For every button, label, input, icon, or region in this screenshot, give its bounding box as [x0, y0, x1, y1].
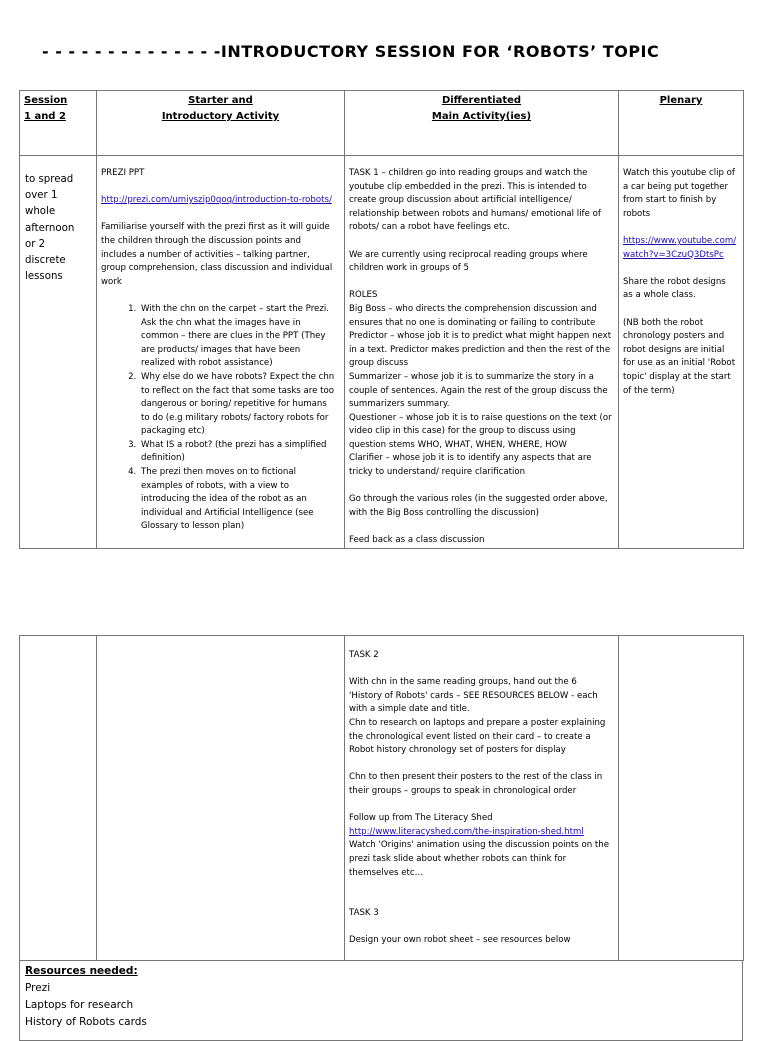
- role-clarifier: Clarifier – whose job it is to identify any aspects that are tricky to understand/ require clarification: [349, 453, 592, 478]
- resource-item-prezi: Prezi: [25, 982, 51, 994]
- role-summarizer: Summarizer – whose job it is to summarize the story in a couple of sentences. Again the rest of the group discuss the summarizers summary.: [349, 371, 608, 410]
- empty-starter-cell: [97, 636, 345, 961]
- task3-heading: TASK 3: [349, 908, 379, 919]
- starter-step-1: 1. With the chn on the carpet – start the Prezi. Ask the chn what the images have in common – there are clues in the PPT (They are products/ images that have been realized with robot assistance): [139, 303, 336, 371]
- task3-text: Design your own robot sheet – see resources below: [349, 935, 571, 946]
- resources-cell: [20, 961, 743, 1041]
- starter-heading: PREZI PPT: [101, 168, 145, 178]
- header-row: [20, 91, 744, 156]
- plenary-text-1: Watch this youtube clip of a car being put together from start to finish by robots: [623, 168, 735, 219]
- starter-intro: Familiarise yourself with the prezi first as it will guide the children through the discussion points and includes a number of activities – talking partner, group comprehension, class discussion and individual work: [101, 222, 333, 287]
- lesson-plan-table-continued: [19, 635, 744, 961]
- empty-session-cell: [20, 636, 97, 961]
- task1-text: TASK 1 – children go into reading groups and watch the youtube clip embedded in the prezi. This is intended to create group discussion about artificial intelligence/ relationship between robots and humans/ emotional life of robots/ can a robot have feelings etc.: [349, 168, 601, 233]
- session-header-line1: Session: [24, 95, 68, 106]
- starter-step-2: 2. Why else do we have robots? Expect the chn to reflect on the fact that some tasks are too dangerous or boring/ repetitive for humans to do (e.g military robots/ factory robots for packaging etc): [139, 371, 336, 439]
- starter-step-3: 3. What IS a robot? (the prezi has a simplified definition): [139, 439, 336, 466]
- feedback-text: Feed back as a class discussion: [349, 535, 485, 546]
- starter-header-line1: Starter and: [188, 95, 253, 106]
- task2-heading: TASK 2: [349, 650, 379, 660]
- resources-table: [19, 960, 743, 1041]
- session-text-6: discrete: [25, 255, 66, 267]
- session-text-3: whole: [25, 206, 56, 218]
- starter-cell: [97, 156, 345, 549]
- task2-paragraph-2: Chn to research on laptops and prepare a poster explaining the chronological event listed on their card – to create a Robot history chronology set of posters for display: [349, 717, 606, 756]
- lesson-plan-table: [19, 90, 744, 549]
- resources-heading: Resources needed:: [25, 965, 138, 977]
- task2-paragraph-1: With chn in the same reading groups, hand out the 6 'History of Robots' cards – SEE RESOURCES BELOW - each with a simple date and title.: [349, 677, 598, 715]
- session-header-line2: 1 and 2: [24, 111, 66, 122]
- task2-paragraph-3: Chn to then present their posters to the rest of the class in their groups – groups to speak in chronological order: [349, 772, 603, 796]
- session-text-2: over 1: [25, 190, 58, 202]
- session-cell: [20, 156, 97, 549]
- starter-header: [97, 91, 345, 156]
- plenary-header: [619, 91, 744, 156]
- session-text-5: or 2: [25, 238, 46, 250]
- plenary-text-3: (NB both the robot chronology posters and robot designs are initial for use as an initial 'Robot topic' display at the start of the term): [623, 317, 736, 396]
- role-questioner: Questioner – whose job it is to raise questions on the text (or video clip in this case) for the group to discuss using question stems WHO, WHAT, WHEN, WHERE, HOW: [349, 412, 612, 450]
- task-row: [20, 636, 744, 961]
- session-text-1: to spread: [25, 174, 74, 185]
- resource-item-cards: History of Robots cards: [25, 1016, 147, 1028]
- session-text-4: afternoon: [25, 222, 75, 234]
- watch-origins-text: Watch 'Origins' animation using the discussion points on the prezi task slide about whether robots can think for themselves etc…: [349, 840, 610, 878]
- roles-heading: ROLES: [349, 290, 378, 301]
- main-activity-cell: [345, 156, 619, 549]
- role-big-boss: Big Boss – who directs the comprehension discussion and ensures that no one is dominating or failing to contribute: [349, 303, 597, 328]
- session-row: [20, 156, 744, 549]
- main-header-line1: Differentiated: [441, 95, 522, 106]
- starter-step-4: 4. The prezi then moves on to fictional examples of robots, with a view to introducing the idea of the robot as an individual and Artificial Intelligence (see Glossary to lesson plan): [139, 466, 336, 534]
- reciprocal-text: We are currently using reciprocal reading groups where children work in groups of 5: [349, 249, 588, 274]
- starter-steps: [101, 303, 336, 534]
- main-header: [345, 91, 619, 156]
- session-text-7: lessons: [25, 271, 63, 283]
- session-header: [20, 91, 97, 156]
- starter-header-line2: Introductory Activity: [161, 111, 280, 122]
- resource-item-laptops: Laptops for research: [25, 999, 134, 1011]
- task2-cell: [345, 636, 619, 961]
- main-header-line2: Main Activity(ies): [431, 111, 532, 122]
- follow-up-text: Follow up from The Literacy Shed: [349, 813, 493, 824]
- empty-plenary-cell: [619, 636, 744, 961]
- prezi-link[interactable]: http://prezi.com/umiyszip0qoq/introduction-to-robots/: [101, 195, 332, 206]
- page-title: - - - - - - - - - - - - - -INTRODUCTORY SESSION FOR ‘ROBOTS’ TOPIC: [42, 42, 660, 61]
- youtube-link[interactable]: https://www.youtube.com/watch?v=3CzuQ3DtsPc: [623, 235, 737, 260]
- plenary-text-2: Share the robot designs as a whole class.: [623, 276, 726, 301]
- literacy-shed-link[interactable]: http://www.literacyshed.com/the-inspiration-shed.html: [349, 826, 584, 837]
- go-through-text: Go through the various roles (in the suggested order above, with the Big Boss controlling the discussion): [349, 494, 608, 518]
- plenary-cell: [619, 156, 744, 549]
- plenary-header-label: Plenary: [659, 95, 703, 106]
- role-predictor: Predictor – whose job it is to predict what might happen next in a text. Predictor makes prediction and then the rest of the group discuss: [349, 331, 612, 369]
